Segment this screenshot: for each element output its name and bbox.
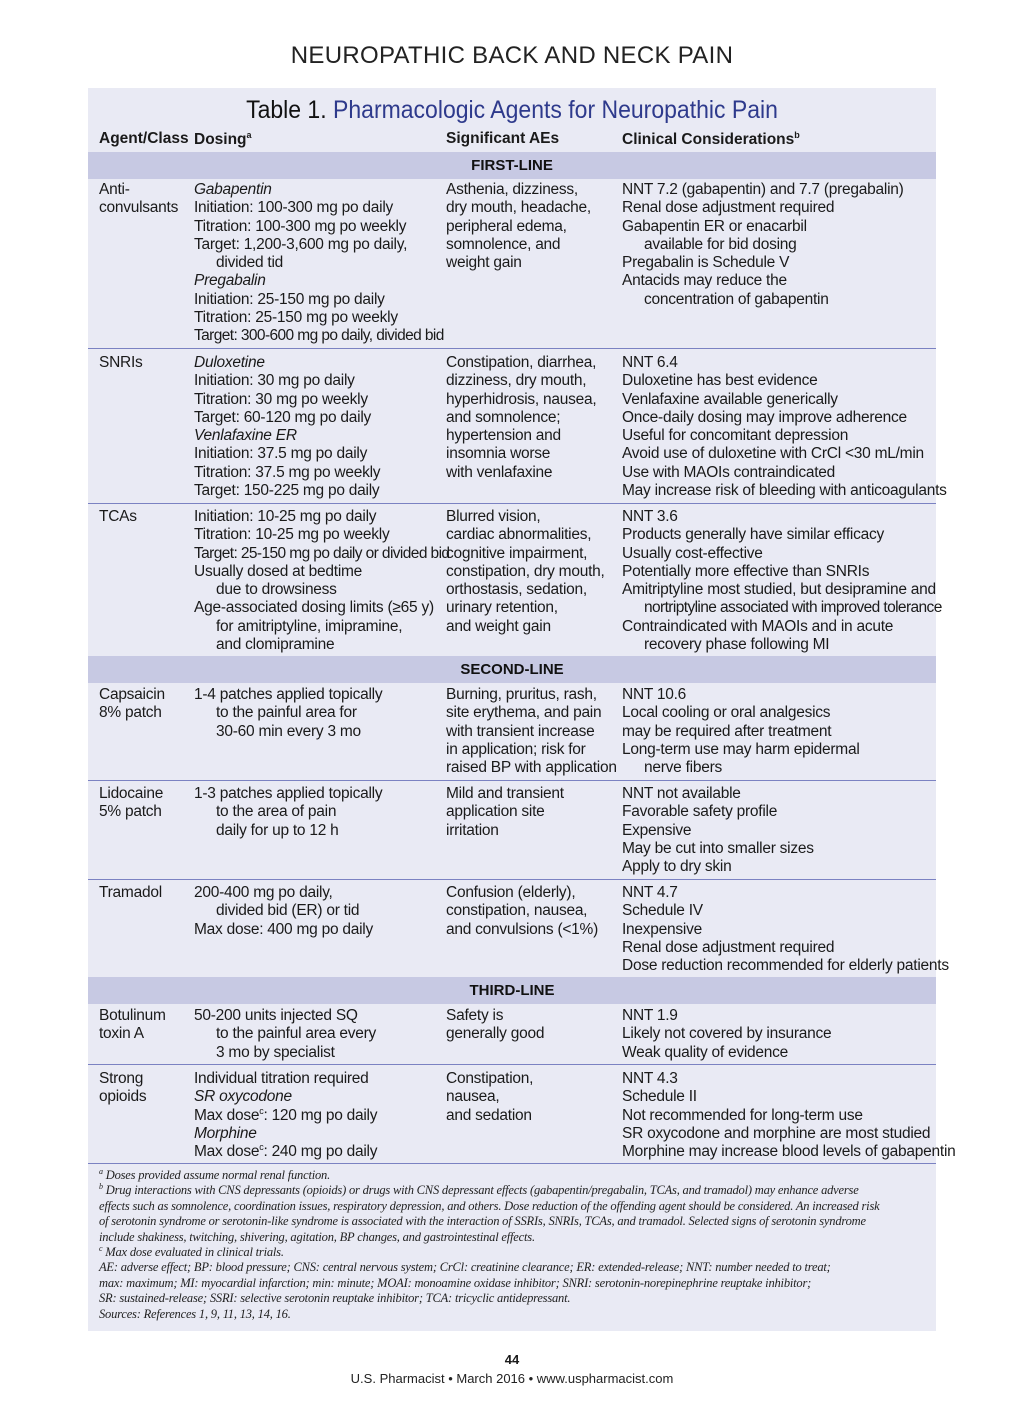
footnote-b: [99, 1183, 929, 1198]
cell-line: divided bid (ER) or tid: [216, 902, 360, 920]
footnote-c: [99, 1245, 929, 1260]
cell-line: dizziness, dry mouth,: [446, 372, 587, 390]
cell-line: weight gain: [446, 254, 522, 272]
cell-line: and convulsions (<1%): [446, 920, 598, 938]
cell-clinical: [622, 1007, 934, 1062]
cell-line: Asthenia, dizziness,: [446, 181, 578, 198]
cell-aes: [446, 1070, 621, 1125]
cell-line: Burning, pruritus, rash,: [446, 686, 597, 703]
header-dosing-label: Dosing: [194, 131, 247, 149]
cell-line: somnolence, and: [446, 235, 561, 253]
header-agent: Agent/Class: [99, 130, 189, 147]
table-name: Pharmacologic Agents for Neuropathic Pain: [333, 96, 778, 124]
cell-line: Schedule IV: [622, 902, 703, 920]
row-divider: [88, 879, 936, 880]
cell-line: hypertension and: [446, 427, 561, 445]
cell-line: Dose reduction recommended for elderly patients: [622, 957, 949, 975]
cell-line: Favorable safety profile: [622, 803, 778, 821]
cell-line: Confusion (elderly),: [446, 884, 576, 901]
cell-dosing: [194, 884, 444, 939]
header-aes: Significant AEs: [446, 130, 560, 147]
cell-line: Potentially more effective than SNRIs: [622, 562, 870, 580]
cell-clinical: [622, 884, 949, 975]
footnote-text: Max dose evaluated in clinical trials.: [105, 1245, 284, 1260]
cell-line: Max dose: 400 mg po daily: [194, 920, 373, 938]
cell-dosing: [194, 686, 444, 741]
row-divider: [88, 1064, 936, 1065]
cell-line: orthostasis, sedation,: [446, 581, 587, 599]
header-dosing: [194, 130, 252, 149]
cell-dosing: [194, 181, 444, 346]
cell-line: Inexpensive: [622, 920, 702, 938]
cell-line: Once-daily dosing may improve adherence: [622, 408, 907, 426]
cell-line: Avoid use of duloxetine with CrCl <30 mL/min: [622, 445, 924, 463]
cell-line: May increase risk of bleeding with anticoagulants: [622, 482, 947, 500]
abbreviations-line: max: maximum; MI: myocardial infarction; min: minute; MOAI: monoamine oxidase inhibitor; SNRI: serotonin-norepinephrine reuptake inhibitor;: [99, 1275, 812, 1290]
cell-line: 3 mo by specialist: [216, 1043, 335, 1061]
cell-line: SR oxycodone: [194, 1088, 292, 1106]
row-divider: [88, 503, 936, 504]
cell-line: constipation, dry mouth,: [446, 562, 605, 580]
cell-line: Titration: 10-25 mg po weekly: [194, 526, 390, 544]
cell-line: [194, 1143, 444, 1161]
cell-line: Titration: 100-300 mg po weekly: [194, 217, 407, 235]
footnote-mark: c: [259, 1142, 264, 1153]
cell-line: and weight gain: [446, 617, 551, 635]
cell-line: 30-60 min every 3 mo: [216, 722, 361, 740]
cell-aes: [446, 354, 621, 482]
cell-line: to the area of pain: [216, 803, 337, 821]
cell-line: SNRIs: [99, 354, 143, 371]
cell-line: Products generally have similar efficacy: [622, 526, 884, 544]
cell-line: Useful for concomitant depression: [622, 427, 849, 445]
cell-line: NNT 10.6: [622, 686, 687, 703]
cell-dosing: [194, 1007, 444, 1062]
cell-line: for amitriptyline, imipramine,: [216, 617, 403, 635]
cell-line: Usually cost-effective: [622, 544, 763, 562]
cell-line: Target: 60-120 mg po daily: [194, 408, 372, 426]
cell-line: Venlafaxine ER: [194, 427, 297, 445]
cell-line: Pregabalin: [194, 272, 266, 290]
row-divider: [88, 780, 936, 781]
table-body: [88, 0, 956, 1420]
cell-line: Renal dose adjustment required: [622, 199, 835, 217]
cell-dosing: [194, 785, 444, 840]
footnote-text: Doses provided assume normal renal function.: [105, 1168, 331, 1182]
sources-line: Sources: References 1, 9, 11, 13, 14, 16.: [99, 1306, 291, 1321]
cell-line: recovery phase following MI: [644, 636, 830, 654]
cell-line: Contraindicated with MAOIs and in acute: [622, 617, 894, 635]
cell-line: opioids: [99, 1088, 147, 1106]
footnote-mark: c: [259, 1105, 264, 1116]
max-dose-value: : 240 mg po daily: [263, 1143, 378, 1161]
cell-line: Tramadol: [99, 884, 162, 901]
cell-line: Initiation: 10-25 mg po daily: [194, 508, 377, 525]
cell-dosing: [194, 508, 450, 654]
cell-line: daily for up to 12 h: [216, 821, 339, 839]
cell-line: Initiation: 25-150 mg po daily: [194, 290, 385, 308]
max-dose-label: Max dose: [194, 1143, 260, 1161]
cell-line: Lidocaine: [99, 785, 164, 802]
cell-line: Constipation,: [446, 1070, 534, 1087]
cell-line: 5% patch: [99, 803, 162, 821]
cell-line: Morphine may increase blood levels of gabapentin: [622, 1143, 956, 1161]
cell-aes: [446, 686, 621, 777]
cell-line: Anti-: [99, 181, 130, 198]
cell-agent: [99, 884, 191, 902]
cell-clinical: [622, 686, 934, 777]
cell-line: peripheral edema,: [446, 217, 567, 235]
section-first-line: FIRST-LINE: [88, 152, 936, 179]
cell-line: to the painful area for: [216, 704, 357, 722]
cell-line: SR oxycodone and morphine are most studied: [622, 1124, 931, 1142]
cell-line: Titration: 37.5 mg po weekly: [194, 463, 381, 481]
cell-line: with venlafaxine: [446, 463, 553, 481]
cell-line: irritation: [446, 821, 499, 839]
cell-line: NNT 7.2 (gabapentin) and 7.7 (pregabalin): [622, 181, 904, 198]
footnote-text: Drug interactions with CNS depressants (opioids) or drugs with CNS depressant effects (gabapentin/pregabalin, TCAs, and tramadol) may enhance adverse: [105, 1183, 859, 1198]
cell-line: toxin A: [99, 1025, 144, 1043]
cell-line: dry mouth, headache,: [446, 199, 591, 217]
cell-line: Likely not covered by insurance: [622, 1025, 832, 1043]
cell-line: and clomipramine: [216, 636, 335, 654]
header-clinical-label: Clinical Considerations: [622, 131, 795, 149]
abbreviations-line: AE: adverse effect; BP: blood pressure; CNS: central nervous system; CrCl: creatinine clearance; ER: extended-release; NNT: number needed to treat;: [99, 1260, 831, 1275]
cell-line: Initiation: 100-300 mg po daily: [194, 199, 394, 217]
cell-line: with transient increase: [446, 722, 595, 740]
cell-line: Titration: 30 mg po weekly: [194, 390, 368, 408]
table-footnotes: [99, 1168, 929, 1322]
cell-clinical: [622, 1070, 956, 1161]
cell-line: nausea,: [446, 1088, 500, 1106]
cell-line: TCAs: [99, 508, 137, 525]
cell-aes: [446, 884, 621, 939]
cell-aes: [446, 785, 621, 840]
header-dosing-footnote: a: [246, 130, 252, 140]
cell-line: [194, 1107, 444, 1125]
cell-line: Expensive: [622, 821, 692, 839]
cell-line: Pregabalin is Schedule V: [622, 254, 790, 272]
cell-line: Target: 25-150 mg po daily or divided bid: [194, 544, 450, 562]
cell-line: Gabapentin: [194, 181, 272, 198]
cell-line: Use with MAOIs contraindicated: [622, 463, 836, 481]
section-second-line: SECOND-LINE: [88, 656, 936, 683]
footnote-text: effects such as somnolence, coordination issues, respiratory depression, and others. Dose reduction of the offending agent should be considered. An increased risk: [99, 1198, 880, 1213]
cell-line: NNT 3.6: [622, 508, 678, 525]
cell-line: concentration of gabapentin: [644, 290, 829, 308]
cell-clinical: [622, 508, 942, 654]
cell-line: 200-400 mg po daily,: [194, 884, 333, 901]
cell-clinical: [622, 785, 934, 876]
cell-line: and sedation: [446, 1106, 532, 1124]
header-clinical-footnote: b: [794, 130, 800, 140]
cell-line: Titration: 25-150 mg po weekly: [194, 309, 398, 327]
running-head: NEUROPATHIC BACK AND NECK PAIN: [290, 42, 734, 69]
max-dose-label: Max dose: [194, 1106, 260, 1124]
section-third-line: THIRD-LINE: [88, 977, 936, 1004]
cell-line: generally good: [446, 1025, 545, 1043]
footnote-text: include shakiness, twitching, shivering, agitation, BP changes, and gastrointestinal effects.: [99, 1229, 535, 1244]
cell-line: nortriptyline associated with improved tolerance: [644, 599, 942, 617]
cell-line: raised BP with application: [446, 759, 617, 777]
cell-line: Initiation: 30 mg po daily: [194, 372, 355, 390]
row-divider: [88, 1163, 936, 1164]
footnote-text: of serotonin syndrome or serotonin-like syndrome is associated with the interaction of SSRIs, SNRIs, TCAs, and tramadol. Selected signs of serotonin syndrome: [99, 1214, 866, 1229]
cell-line: convulsants: [99, 199, 179, 217]
cell-line: Age-associated dosing limits (≥65 y): [194, 599, 434, 617]
cell-line: to the painful area every: [216, 1025, 377, 1043]
page-footer: U.S. Pharmacist • March 2016 • www.uspharmacist.com: [350, 1371, 674, 1386]
cell-agent: [99, 508, 191, 526]
cell-line: Weak quality of evidence: [622, 1043, 789, 1061]
page-number: 44: [504, 1352, 520, 1367]
cell-line: urinary retention,: [446, 599, 558, 617]
cell-agent: [99, 686, 191, 723]
cell-line: May be cut into smaller sizes: [622, 839, 814, 857]
footnote-mark: c: [99, 1243, 103, 1253]
cell-line: Strong: [99, 1070, 144, 1087]
cell-line: Initiation: 37.5 mg po daily: [194, 445, 368, 463]
cell-agent: [99, 1007, 191, 1044]
cell-line: divided tid: [216, 254, 284, 272]
cell-line: Capsaicin: [99, 686, 165, 703]
cell-line: NNT not available: [622, 785, 741, 802]
cell-line: Mild and transient: [446, 785, 564, 802]
cell-aes: [446, 1007, 621, 1044]
abbreviations-line: SR: sustained-release; SSRI: selective serotonin reuptake inhibitor; TCA: tricyclic antidepressant.: [99, 1291, 571, 1306]
cell-line: Duloxetine: [194, 354, 265, 371]
max-dose-value: : 120 mg po daily: [263, 1106, 378, 1124]
cell-line: Duloxetine has best evidence: [622, 372, 818, 390]
footnote-a: [99, 1168, 929, 1183]
cell-line: due to drowsiness: [216, 581, 337, 599]
cell-agent: [99, 785, 191, 822]
cell-line: site erythema, and pain: [446, 704, 602, 722]
cell-line: Blurred vision,: [446, 508, 541, 525]
cell-line: Long-term use may harm epidermal: [622, 740, 860, 758]
cell-line: Target: 1,200-3,600 mg po daily,: [194, 235, 408, 253]
cell-aes: [446, 181, 621, 272]
footnote-mark: b: [99, 1182, 103, 1192]
cell-line: Safety is: [446, 1007, 504, 1024]
cell-line: Target: 300-600 mg po daily, divided bid: [194, 327, 444, 345]
cell-line: hyperhidrosis, nausea,: [446, 390, 597, 408]
cell-line: Constipation, diarrhea,: [446, 354, 597, 371]
cell-line: insomnia worse: [446, 445, 551, 463]
cell-line: Gabapentin ER or enacarbil: [622, 217, 807, 235]
cell-line: nerve fibers: [644, 759, 722, 777]
cell-line: Local cooling or oral analgesics: [622, 704, 831, 722]
cell-agent: [99, 1070, 191, 1107]
cell-line: Morphine: [194, 1124, 257, 1142]
footnote-mark: a: [99, 1166, 103, 1176]
cell-line: Schedule II: [622, 1088, 697, 1106]
cell-line: Target: 150-225 mg po daily: [194, 482, 380, 500]
cell-line: cardiac abnormalities,: [446, 526, 592, 544]
cell-line: NNT 4.3: [622, 1070, 678, 1087]
cell-line: 8% patch: [99, 704, 162, 722]
cell-line: 1-4 patches applied topically: [194, 686, 383, 703]
cell-aes: [446, 508, 621, 636]
cell-line: application site: [446, 803, 545, 821]
cell-line: in application; risk for: [446, 740, 586, 758]
cell-line: Renal dose adjustment required: [622, 938, 835, 956]
cell-line: available for bid dosing: [644, 235, 797, 253]
cell-line: Individual titration required: [194, 1070, 369, 1087]
cell-line: and somnolence;: [446, 408, 561, 426]
cell-clinical: [622, 181, 934, 309]
cell-line: Antacids may reduce the: [622, 272, 787, 290]
cell-line: NNT 6.4: [622, 354, 678, 371]
cell-line: 50-200 units injected SQ: [194, 1007, 358, 1024]
cell-line: NNT 1.9: [622, 1007, 678, 1024]
row-divider: [88, 348, 936, 349]
cell-line: Amitriptyline most studied, but desipramine and: [622, 581, 936, 599]
cell-dosing: [194, 1070, 444, 1161]
cell-line: Venlafaxine available generically: [622, 390, 838, 408]
cell-clinical: [622, 354, 947, 500]
cell-line: NNT 4.7: [622, 884, 678, 901]
table-number: Table 1.: [246, 96, 327, 124]
cell-dosing: [194, 354, 444, 500]
cell-line: 1-3 patches applied topically: [194, 785, 383, 802]
cell-agent: [99, 354, 191, 372]
cell-line: cognitive impairment,: [446, 544, 588, 562]
cell-line: Not recommended for long-term use: [622, 1106, 863, 1124]
cell-line: constipation, nausea,: [446, 902, 588, 920]
cell-agent: [99, 181, 191, 218]
cell-line: may be required after treatment: [622, 722, 832, 740]
cell-line: Usually dosed at bedtime: [194, 562, 363, 580]
header-clinical: [622, 130, 800, 149]
cell-line: Apply to dry skin: [622, 858, 732, 876]
cell-line: Botulinum: [99, 1007, 166, 1024]
